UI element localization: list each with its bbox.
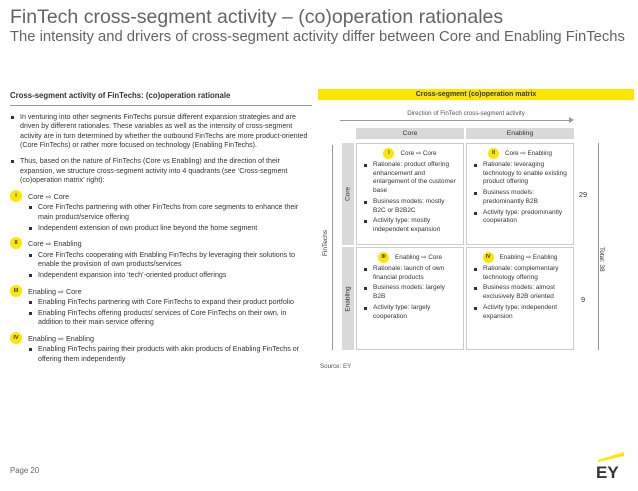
cell-item: Business models: largely B2B [363, 284, 457, 301]
row-header-label: Core [344, 186, 352, 202]
quadrant-item: Core FinTechs cooperating with Enabling FinTechs by leveraging their solutions to enable the provision of own products/services [28, 251, 312, 270]
quadrant-enabling-core [10, 287, 312, 328]
cell-title [473, 252, 567, 262]
quadrant-title: Core ⇨ Enabling [28, 239, 82, 249]
matrix-cell-enabling-enabling [466, 247, 574, 350]
quadrant-badge: I [10, 190, 22, 202]
cell-title [473, 148, 567, 158]
quadrant-core-core [10, 192, 312, 233]
cell-item: Rationale: leveraging technology to enable existing product offering [473, 161, 567, 187]
cell-badge: III [378, 252, 389, 263]
cell-item: Business models: almost exclusively B2B oriented [473, 284, 567, 301]
source-note: Source: EY [320, 363, 352, 370]
quadrant-title: Core ⇨ Core [28, 191, 70, 201]
quadrant-title: Enabling ⇨ Enabling [28, 333, 94, 343]
direction-label: Direction of FinTech cross-segment activity [407, 110, 525, 117]
cell-title-text: Enabling ⇨ Core [395, 254, 442, 262]
matrix-cell-enabling-core [356, 247, 464, 350]
cell-title-text: Core ⇨ Enabling [505, 150, 552, 158]
cell-item: Business models: mostly B2C or B2B2C [363, 198, 457, 215]
cell-title [363, 148, 457, 158]
quadrant-item: Independent extension of own product line beyond the home segment [28, 224, 312, 234]
quadrant-badge: II [10, 237, 22, 249]
cell-badge: II [488, 148, 499, 159]
count-core: 29 [578, 190, 588, 199]
intro-bullet: Thus, based on the nature of FinTechs (Core vs Enabling) and the direction of their expansion, we structure cross-segment activity into 4 quadrants (see ‘Cross-segment (co)operation matrix’ right): [10, 157, 312, 186]
quadrant-item: Core FinTechs partnering with other FinTechs from core segments to enhance their main product/service offering [28, 203, 312, 222]
section-heading: Cross-segment activity of FinTechs: (co)operation rationale [10, 91, 312, 106]
quadrant-item: Enabling FinTechs offering products/ services of Core FinTechs on their own, in addition to their main service offering [28, 309, 312, 328]
row-header-core [342, 143, 354, 245]
quadrant-title: Enabling ⇨ Core [28, 286, 82, 296]
row-header-enabling [342, 247, 354, 350]
matrix-header: Cross-segment (co)operation matrix [318, 89, 634, 100]
cell-title-text: Core ⇨ Core [400, 150, 437, 158]
cell-title [363, 252, 457, 262]
matrix-cell-core-core [356, 143, 464, 245]
quadrant-item: Enabling FinTechs pairing their products with akin products of Enabling FinTechs or offering them independently [28, 345, 312, 364]
quadrant-enabling-enabling [10, 334, 312, 365]
logo-text: EY [596, 463, 619, 480]
cell-item: Rationale: launch of own financial products [363, 265, 457, 282]
cell-badge: IV [483, 252, 494, 263]
fintechs-axis-line [332, 145, 333, 350]
cell-item: Activity type: largely cooperation [363, 304, 457, 321]
column-header-enabling: Enabling [466, 128, 574, 139]
row-counts [574, 143, 592, 350]
cell-badge: I [383, 148, 394, 159]
total-bracket [598, 143, 608, 350]
count-enabling: 9 [580, 295, 586, 304]
quadrant-core-enabling [10, 239, 312, 280]
cell-item: Activity type: predominantly cooperation [473, 209, 567, 226]
quadrant-item: Independent expansion into ‘tech’-oriented product offerings [28, 271, 312, 281]
quadrant-item: Enabling FinTechs partnering with Core FinTechs to expand their product portfolio [28, 298, 312, 308]
direction-arrow-icon [340, 120, 570, 121]
column-header-core: Core [356, 128, 464, 139]
page-subtitle: The intensity and drivers of cross-segment activity differ between Core and Enabling FinTechs [10, 29, 625, 45]
cell-item: Activity type: independent expansion [473, 304, 567, 321]
total-label: Total: 38 [598, 247, 605, 272]
cell-title-text: Enabling ⇨ Enabling [499, 254, 558, 262]
ey-logo [592, 450, 626, 480]
page-title: FinTech cross-segment activity – (co)operation rationales [10, 6, 504, 28]
rationale-section [10, 91, 312, 371]
matrix-cell-core-enabling [466, 143, 574, 245]
cell-item: Activity type: mostly independent expansion [363, 217, 457, 234]
ey-logo-icon [592, 450, 626, 480]
intro-bullet: In venturing into other segments FinTechs pursue different expansion strategies and are driven by different rationales. These variables as well as the intensity of cross-segment activity are in turn determined by whether the outbound FinTechs are more product-oriented (Core FinTechs) or rather more focused on technology (Enabling FinTechs). [10, 113, 312, 151]
cell-item: Rationale: product offering enhancement and enlargement of the customer base [363, 161, 457, 196]
cell-item: Business models: predominantly B2B [473, 189, 567, 206]
quadrant-badge: IV [10, 332, 22, 344]
quadrant-badge: III [10, 285, 22, 297]
cell-item: Rationale: complementary technology offering [473, 265, 567, 282]
fintechs-axis-label: FinTechs [322, 229, 329, 256]
row-header-label: Enabling [344, 285, 352, 312]
page-number: Page 20 [10, 466, 40, 475]
